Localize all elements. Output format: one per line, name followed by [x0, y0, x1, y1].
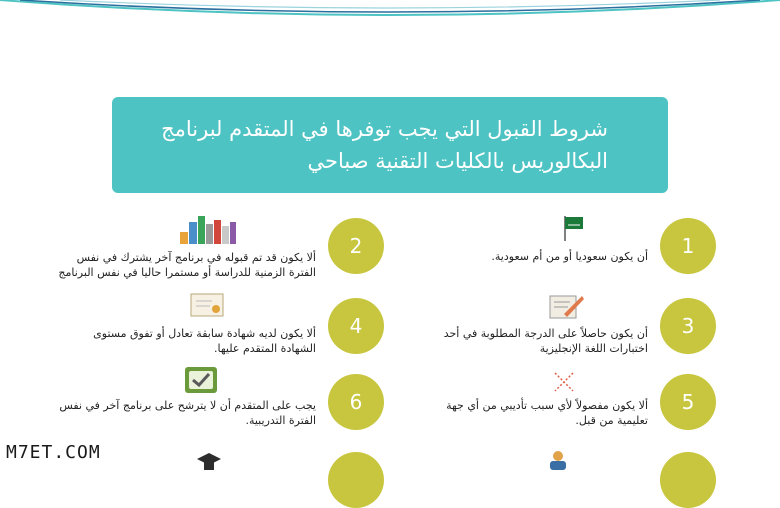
title-banner — [112, 97, 668, 193]
checkbox-icon — [184, 366, 218, 394]
condition-text-3: أن يكون حاصلاً على الدرجة المطلوبة في أحد اختبارات اللغة الإنجليزية — [443, 327, 648, 355]
banner-line-1: شروط القبول التي يجب توفرها في المتقدم لبرنامج — [161, 117, 608, 141]
decorative-wave-header — [0, 0, 780, 40]
condition-number-2: 2 — [328, 218, 384, 274]
pencil-paper-icon — [548, 292, 584, 320]
condition-text-6: يجب على المتقدم أن لا يترشح على برنامج آخر في نفس الفترة التدريبية. — [59, 399, 316, 427]
saudi-flag-icon — [562, 214, 584, 242]
condition-text-2: ألا يكون قد تم قبوله في برنامج آخر يشترك في نفس الفترة الزمنية للدراسة أو مستمرا حاليا في نفس البرنامج — [58, 251, 316, 279]
condition-number-3: 3 — [660, 298, 716, 354]
condition-number-4: 4 — [328, 298, 384, 354]
condition-number-7-partial — [660, 452, 716, 508]
condition-number-1: 1 — [660, 218, 716, 274]
banner-line-2: البكالوريس بالكليات التقنية صباحي — [307, 149, 608, 173]
condition-number-6: 6 — [328, 374, 384, 430]
condition-text-5: ألا يكون مفصولاً لأي سبب تأديبي من أي جهة تعليمية من قبل. — [446, 399, 648, 427]
cross-icon — [552, 370, 576, 394]
graduation-cap-icon — [196, 452, 222, 470]
person-icon — [546, 448, 570, 470]
condition-text-4: ألا يكون لديه شهادة سابقة تعادل أو تفوق مستوى الشهادة المتقدم عليها. — [93, 327, 316, 355]
certificate-icon — [190, 292, 224, 318]
condition-text-1: أن يكون سعوديا أو من أم سعودية. — [491, 250, 648, 263]
condition-number-5: 5 — [660, 374, 716, 430]
watermark: M7ET.COM — [6, 442, 101, 463]
books-icon — [178, 210, 238, 246]
condition-number-8-partial — [328, 452, 384, 508]
